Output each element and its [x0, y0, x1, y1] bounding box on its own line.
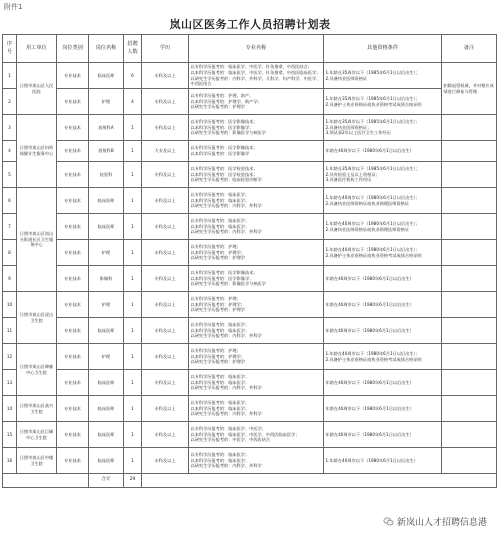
cell-major: 以专科学历报考的：临床医学； 以本科学历报考的：临床医学； 以研究生学历报考的：内科学、外科学 [189, 396, 324, 422]
header-category: 岗位类别 [57, 35, 89, 63]
cell-notes [442, 115, 497, 141]
cell-major: 以专科学历报考的：医学影像技术； 以本科学历报考的：医学影像学； 以研究生学历报考的：影像医学与核医学 [189, 115, 324, 141]
cell-count: 4 [124, 89, 142, 115]
cell-count: 1 [124, 370, 142, 396]
cell-education: 专科及以上 [142, 188, 189, 214]
cell-position: 临床医师 [89, 63, 124, 89]
total-row [3, 474, 497, 488]
cell-position: 护理 [89, 344, 124, 370]
cell-education: 专科及以上 [142, 240, 189, 266]
cell-seq: 10 [3, 292, 17, 318]
cell-position: 护理 [89, 89, 124, 115]
cell-seq: 1 [3, 63, 17, 89]
cell-other: 年龄在40周岁以下（1980年6月1日以后出生） [324, 318, 442, 344]
cell-major: 以专科学历报考的：护理、助产； 以本科学历报考的：护理学、助产学； 以研究生学历报考的：护理学 [189, 89, 324, 115]
cell-major: 以专科学历报考的：临床医学、中医学； 以本科学历报考的：临床医学、中医学、中西医临床医学； 以研究生学历报考的：中医学、中西医结合 [189, 422, 324, 448]
cell-category: 专业技术 [57, 214, 89, 240]
cell-position: 影像科 [89, 266, 124, 292]
cell-category: 专业技术 [57, 89, 89, 115]
cell-education: 专科及以上 [142, 422, 189, 448]
cell-major: 以专科学历报考的：医学影像技术； 以本科学历报考的：医学影像学 [189, 141, 324, 162]
cell-category: 专业技术 [57, 318, 89, 344]
cell-major: 以专科学历报考的：医学检验技术； 以本科学历报考的：医学检验技术； 以研究生学历报考的：临床检验诊断学 [189, 162, 324, 188]
cell-count: 1 [124, 344, 142, 370]
cell-other: 1.年龄在40周岁以下（1980年6月1日以后出生）； 2.具备执业医师资格证或执业助理医师资格证 [324, 214, 442, 240]
cell-category: 专业技术 [57, 141, 89, 162]
cell-other: 年龄在40周岁以下（1980年6月1日以后出生） [324, 141, 442, 162]
cell-notes [442, 292, 497, 318]
cell-count: 1 [124, 240, 142, 266]
cell-seq: 13 [3, 370, 17, 396]
cell-notes [442, 448, 497, 474]
cell-education: 专科及以上 [142, 89, 189, 115]
table-row [3, 115, 497, 141]
table-row [3, 63, 497, 89]
recruitment-table [2, 34, 497, 488]
cell-major: 以专科学历报考的：临床医学、中医学、针灸推拿、中西医结合； 以本科学历报考的：临床医学、中医学、针灸推拿、中西医临床医学； 以研究生学历报考的：内科学、外科学、儿科学、妇产科学、中医学、中西医结合 [189, 63, 324, 89]
cell-unit: 日照市岚山区碑廓中心卫生院 [17, 344, 57, 396]
cell-unit: 日照市岚山区中楼卫生院 [17, 448, 57, 474]
total-empty [142, 474, 497, 488]
cell-position: 临床医师 [89, 318, 124, 344]
cell-position: 临床医师 [89, 188, 124, 214]
cell-position: 临床医师 [89, 370, 124, 396]
cell-other: 1.年龄在40周岁以下（1980年6月1日以后出生）； 2.具备执业医师资格证或执业助理医师资格证 [324, 188, 442, 214]
table-row [3, 214, 497, 240]
table-row [3, 396, 497, 422]
table-row [3, 266, 497, 292]
table-row [3, 318, 497, 344]
cell-category: 专业技术 [57, 448, 89, 474]
cell-education: 专科及以上 [142, 396, 189, 422]
table-row [3, 344, 497, 370]
cell-education: 大专及以上 [142, 141, 189, 162]
cell-notes [442, 422, 497, 448]
cell-category: 专业技术 [57, 162, 89, 188]
header-unit: 用工单位 [17, 35, 57, 63]
cell-position: 临床医师 [89, 422, 124, 448]
cell-count: 1 [124, 292, 142, 318]
table-row [3, 162, 497, 188]
cell-count: 1 [124, 422, 142, 448]
header-count: 招聘人数 [124, 35, 142, 63]
table-header-row [3, 35, 497, 63]
cell-seq: 12 [3, 344, 17, 370]
cell-category: 专业技术 [57, 115, 89, 141]
cell-major: 以专科学历报考的：医学影像技术； 以本科学历报考的：医学影像学； 以研究生学历报考的：影像医学与核医学 [189, 266, 324, 292]
cell-count: 1 [124, 266, 142, 292]
cell-position: 放射科B [89, 141, 124, 162]
table-row [3, 292, 497, 318]
header-major: 专业名称 [189, 35, 324, 63]
table-row [3, 188, 497, 214]
cell-count: 1 [124, 214, 142, 240]
cell-education: 专科及以上 [142, 162, 189, 188]
cell-other: 1.年龄在35周岁以下（1985年6月1日以后出生）； 2.具备执业医师资格证 [324, 63, 442, 89]
cell-seq: 16 [3, 448, 17, 474]
cell-notes [442, 344, 497, 370]
cell-seq: 4 [3, 141, 17, 162]
cell-other: 1.年龄在40周岁以下（1980年6月1日以后出生） [324, 448, 442, 474]
cell-other: 年龄在40周岁以下（1980年6月1日以后出生） [324, 292, 442, 318]
cell-notes [442, 188, 497, 214]
cell-position: 护理 [89, 292, 124, 318]
cell-position: 临床医师 [89, 448, 124, 474]
total-spacer [3, 474, 89, 488]
cell-category: 专业技术 [57, 292, 89, 318]
table-row [3, 240, 497, 266]
cell-major: 以专科学历报考的：临床医学； 以本科学历报考的：临床医学； 以研究生学历报考的：内科学、外科学 [189, 370, 324, 396]
cell-seq: 14 [3, 396, 17, 422]
cell-seq: 15 [3, 422, 17, 448]
cell-notes [442, 141, 497, 162]
cell-other: 1.年龄在35周岁以下（1985年6月1日以后出生）； 2.具备护士执业资格证或执业资格考试成绩合格证明 [324, 89, 442, 115]
cell-major: 以专科学历报考的：临床医学； 以本科学历报考的：临床医学； 以研究生学历报考的：内科学、外科学 [189, 448, 324, 474]
cell-other: 年龄在40周岁以下（1980年6月1日以后出生） [324, 266, 442, 292]
cell-category: 专业技术 [57, 266, 89, 292]
cell-count: 1 [124, 396, 142, 422]
cell-count: 1 [124, 318, 142, 344]
attachment-label: 附件1 [4, 3, 23, 11]
wechat-icon [383, 516, 394, 527]
cell-count: 1 [124, 115, 142, 141]
cell-education: 专科及以上 [142, 448, 189, 474]
cell-category: 专业技术 [57, 396, 89, 422]
cell-major: 以专科学历报考的：护理； 以本科学历报考的：护理学； 以研究生学历报考的：护理学 [189, 292, 324, 318]
header-position: 岗位名称 [89, 35, 124, 63]
cell-education: 专科及以上 [142, 318, 189, 344]
watermark-text: 新岚山人才招聘信息港 [396, 518, 487, 528]
cell-education: 专科及以上 [142, 63, 189, 89]
header-seq: 序号 [3, 35, 17, 63]
cell-count: 1 [124, 188, 142, 214]
table-row [3, 448, 497, 474]
cell-notes [442, 370, 497, 396]
total-count: 29 [124, 474, 142, 488]
cell-education: 专科及以上 [142, 370, 189, 396]
cell-category: 专业技术 [57, 63, 89, 89]
cell-major: 以专科学历报考的：护理； 以本科学历报考的：护理学； 以研究生学历报考的：护理学 [189, 240, 324, 266]
cell-position: 临床医师 [89, 214, 124, 240]
table-row [3, 422, 497, 448]
cell-other: 年龄在40周岁以下（1980年6月1日以后出生） [324, 370, 442, 396]
cell-count: 1 [124, 162, 142, 188]
cell-unit: 日照市岚山区高兴卫生院 [17, 396, 57, 422]
cell-count: 1 [124, 448, 142, 474]
cell-seq: 3 [3, 115, 17, 141]
cell-seq: 5 [3, 162, 17, 188]
cell-count: 6 [124, 63, 142, 89]
cell-position: 护理 [89, 240, 124, 266]
cell-notes [442, 214, 497, 240]
cell-other: 1.年龄在40周岁以下（1980年6月1日以后出生）； 2.具备护士执业资格证或执业资格考试成绩合格证明 [324, 344, 442, 370]
cell-notes [442, 266, 497, 292]
header-other: 其他资格条件 [324, 35, 442, 63]
document-title: 岚山区医务工作人员招聘计划表 [169, 18, 331, 31]
cell-seq: 6 [3, 188, 17, 214]
cell-unit: 日照市岚山区妇幼保健计生服务中心 [17, 115, 57, 188]
cell-other: 1.年龄在35周岁以下（1985年6月1日以后出生）； 2.具备执业医师资格证； 3.须从事2年以上医疗卫生工作经历 [324, 115, 442, 141]
table-row [3, 141, 497, 162]
cell-education: 专科及以上 [142, 266, 189, 292]
cell-position: 放射科A [89, 115, 124, 141]
cell-category: 专业技术 [57, 240, 89, 266]
cell-other: 年龄在40周岁以下（1980年6月1日以后出生） [324, 422, 442, 448]
cell-education: 专科及以上 [142, 214, 189, 240]
header-notes: 备注 [442, 35, 497, 63]
cell-position: 检验科 [89, 162, 124, 188]
table-row [3, 89, 497, 115]
cell-unit: 日照市岚山区虎山卫生院 [17, 292, 57, 344]
cell-other: 年龄在40周岁以下（1980年6月1日以后出生） [324, 396, 442, 422]
cell-seq: 7 [3, 214, 17, 240]
cell-count: 1 [124, 141, 142, 162]
watermark [380, 514, 490, 529]
cell-seq: 9 [3, 266, 17, 292]
cell-category: 专业技术 [57, 188, 89, 214]
cell-position: 临床医师 [89, 396, 124, 422]
cell-category: 专业技术 [57, 422, 89, 448]
cell-other: 1.年龄在40周岁以下（1980年6月1日以后出生）； 2.具备护士执业资格证或执业资格考试成绩合格证明 [324, 240, 442, 266]
cell-education: 专科及以上 [142, 292, 189, 318]
cell-major: 以专科学历报考的：临床医学； 以本科学历报考的：临床医学； 以研究生学历报考的：内科学、外科学 [189, 318, 324, 344]
cell-notes [442, 396, 497, 422]
table-row [3, 370, 497, 396]
cell-seq: 8 [3, 240, 17, 266]
cell-seq: 2 [3, 89, 17, 115]
cell-major: 以专科学历报考的：护理； 以本科学历报考的：护理学； 以研究生学历报考的：护理学 [189, 344, 324, 370]
cell-education: 专科及以上 [142, 344, 189, 370]
cell-unit: 日照市岚山区人民医院 [17, 63, 57, 115]
header-education: 学历 [142, 35, 189, 63]
cell-seq: 11 [3, 318, 17, 344]
total-label: 合计 [89, 474, 124, 488]
cell-category: 专业技术 [57, 370, 89, 396]
cell-other: 1.年龄在35周岁以下（1985年6月1日以后出生）； 2.具有检验士及以上资格证； 3.具备医疗机构工作经历 [324, 162, 442, 188]
cell-notes: 扣除退役权威，并对相应成绩进行修复与管理 [442, 63, 497, 115]
cell-education: 专科及以上 [142, 115, 189, 141]
cell-major: 以专科学历报考的：临床医学； 以本科学历报考的：临床医学； 以研究生学历报考的：内科学、外科学 [189, 188, 324, 214]
cell-unit: 日照市岚山区岚山头街道社区卫生服务中心 [17, 188, 57, 292]
cell-category: 专业技术 [57, 344, 89, 370]
cell-unit: 日照市岚山区巨峰中心卫生院 [17, 422, 57, 448]
cell-notes [442, 162, 497, 188]
cell-notes [442, 318, 497, 344]
cell-major: 以专科学历报考的：临床医学； 以本科学历报考的：临床医学； 以研究生学历报考的：内科学、外科学 [189, 214, 324, 240]
cell-notes [442, 240, 497, 266]
